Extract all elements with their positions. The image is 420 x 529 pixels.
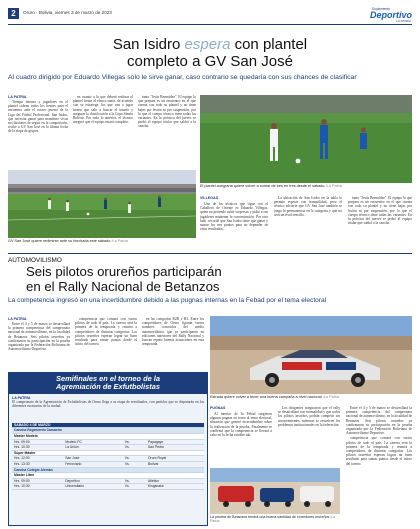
box-title-line1: Semifinales en el torneo de la xyxy=(56,374,160,383)
story2-headline-line1: Seis pilotos orureños participarán xyxy=(26,264,222,279)
story1-col2-text: en cuanto a lo que deberá realizar el plantel frente al elenco santo, de acuerdo con su estratega, los que van a jugar tienen que salir a buscar el triunfo y asegurar la clasificación a la Copa Simón Bolívar. Por todo lo anterior, el técnico aseguró que el equipo estará completo. xyxy=(73,95,133,125)
story2-col6 xyxy=(346,406,412,518)
story1-byline: LA PATRIA xyxy=(8,95,27,99)
story2-col6-text: Entre el 4 y 5 de marzo se desarrollará la primera competencia del campeonato nacional de automovilismo, en la localidad de Betanzos. Seis pilotos orureños ya confirmaron su participación en la prueba organizada por la Federación Boliviana de Automovilismo Deportivo. xyxy=(346,406,412,436)
villegas-label: VILLEGAS xyxy=(200,196,218,200)
row-home: San José xyxy=(63,456,123,462)
venue2: Cancha Colegio Alemán xyxy=(12,467,204,473)
logo-main: Deportivo xyxy=(369,10,412,20)
supplement-logo xyxy=(350,6,412,22)
photo1-credit: /La Patria xyxy=(111,239,128,243)
soccer-photo xyxy=(200,95,412,183)
rally-photo-caption-text: Estrada quiere volver a tener una buena campaña a nivel nacional xyxy=(210,395,322,399)
row-time: Hrs. 09:00 xyxy=(12,439,63,445)
row-time: Hrs. 09:00 xyxy=(12,478,63,484)
stadium-photo-image xyxy=(8,170,196,238)
rally-photo-caption xyxy=(210,395,412,399)
box-intro: El campeonato de la Agremiación de Exfutbolistas de Oruro llega a su etapa de semifinales, con partidos que se disputarán en los diferentes escenarios de la ciudad. xyxy=(12,399,204,409)
story1-col4 xyxy=(200,202,268,250)
row-vs: Vs. xyxy=(123,461,146,467)
row-away: Papagayo xyxy=(146,439,204,445)
group-1-name: Súper Máster xyxy=(12,450,204,456)
story1-col6 xyxy=(348,196,412,250)
row-home: Deportivo xyxy=(63,478,123,484)
table-row xyxy=(12,484,204,490)
section-divider xyxy=(8,253,412,254)
row-vs: Vs. xyxy=(123,439,146,445)
rally-photo-2 xyxy=(210,468,340,514)
photo2-caption xyxy=(200,184,412,188)
rally-photo-2-caption-text: La prueba de Betanzos tendrá una buena cantidad de corredores orureños xyxy=(210,515,330,519)
page-header xyxy=(8,8,412,24)
rally-photo xyxy=(210,316,412,394)
photo2-caption-text: El plantel aurigrana quiere volver a sumar de tres en tres desde el sábado xyxy=(200,184,325,188)
row-away: Bolívar xyxy=(146,461,204,467)
story2-col4 xyxy=(210,412,272,466)
story1-col3-text: tanto "Jesús Bermúdez". El equipo lo que prepara es un encuentro en el que cuenta con todo su plantel y no tiene bajas por lesión ni por suspensión, por lo que el cuerpo técnico tiene todas las variantes. En la práctica del jueves se probó el equipo titular que saldrá a la cancha. xyxy=(138,95,196,129)
row-vs: Vs. xyxy=(123,445,146,451)
rally-photo-credit: /La Patria xyxy=(322,395,339,399)
box-title xyxy=(9,373,207,394)
row-away: Atlético xyxy=(146,478,204,484)
row-time: Hrs. 12:00 xyxy=(12,456,63,462)
row-away: Kingsnake xyxy=(146,484,204,490)
rally-photo-2-caption xyxy=(210,515,344,523)
group-2-name: Máster Libre xyxy=(12,473,204,479)
story2-kicker: AUTOMOVILISMO xyxy=(8,257,62,264)
photo2-credit: /La Patria xyxy=(325,184,342,188)
story2-col3-text: en las categorías R2B y R3. Entre los competidores de Oruro figuran varios nombres conocidos del medio automovilístico que ya participaron en ediciones anteriores del Rally Nacional y buscan repetir buenas actuaciones en esta temporada. xyxy=(142,317,204,347)
story2-headline xyxy=(26,264,412,294)
row-vs: Vs. xyxy=(123,456,146,462)
row-time: Hrs. 10:30 xyxy=(12,445,63,451)
story1-col5-text: La ubicación de San Isidro en la tabla le permite esperar con tranquilidad, pero el técnico advierte que GV San José también se juega la permanencia en la categoría y que no será un rival sencillo. xyxy=(274,196,342,217)
story2-col1-text: Entre el 4 y 5 de marzo se desarrollará la primera competencia del campeonato nacional de automovilismo, en la localidad de Betanzos. Seis pilotos orureños ya confirmaron su participación en la prueba organizada por la Federación Boliviana de Automovilismo Deportivo. xyxy=(8,322,70,352)
semifinals-box xyxy=(8,372,208,526)
story1-col5 xyxy=(274,196,342,250)
story2-col1 xyxy=(8,322,70,368)
story2-deck: La competencia ingresó en una incertidumbre debido a las pugnas internas en la Febad por el tema electoral xyxy=(8,297,327,304)
row-vs: Vs. xyxy=(123,484,146,490)
story2-col4-text: Al interior de la Febad surgieron algunas pugnas en torno al tema electoral, situación que generó incertidumbre sobre la realización de la prueba. Finalmente se confirmó que la competencia se llevará a cabo en la fecha establecida. xyxy=(210,412,272,438)
story1-col3 xyxy=(138,95,196,168)
headline-highlight: espera xyxy=(184,36,231,53)
dateline: Oruro - Bolivia, viernes 3 de marzo de 2023 xyxy=(23,10,112,15)
story1-col4-text: Uno de los técnicos que sigue con el Caballero de Oriente es Eduardo Villegas, quien no pretende sufrir sorpresas y pidió a sus jugadores mantener la concentración. Por otro lado, recordó que San Isidro tiene que ganar y sumar los tres puntos para no depender de otros resultados. xyxy=(200,202,268,232)
venue1: Cancha Regimiento Camacho xyxy=(12,428,204,434)
story1-col1 xyxy=(8,100,68,168)
row-time: Hrs. 13:30 xyxy=(12,461,63,467)
schedule-table xyxy=(9,422,207,491)
story1-headline xyxy=(8,36,412,70)
story1-col6-text: tanto "Jesús Bermúdez". El equipo lo que prepara es un encuentro en el que cuenta con todo su plantel y no tiene bajas por lesión ni por suspensión, por lo que el cuerpo técnico tiene todas las variantes. En la práctica del jueves se probó el equipo titular que saldrá a la cancha. xyxy=(348,196,412,226)
story2-byline: LA PATRIA xyxy=(8,317,27,321)
photo1-caption-text: GV San José quiere redimirse ante su hinchada este sábado xyxy=(8,239,111,243)
schedule-grid xyxy=(12,423,204,490)
row-home: Universitario xyxy=(63,484,123,490)
story2-col2-text: competencia que contará con varios pilotos de todo el país. La carrera será la primera de la temporada y reunirá a competidores de distintas categorías. Los pilotos orureños esperan lograr un buen resultado para sumar puntos desde el inicio del torneo. xyxy=(75,317,137,347)
row-away: San Pedro xyxy=(146,445,204,451)
row-home: La Unión xyxy=(63,445,123,451)
story2-col2 xyxy=(75,317,137,368)
rally-photo-image xyxy=(210,316,412,394)
story2-col6-text-b: competencia que contará con varios pilotos de todo el país. La carrera será la primera de la temporada y reunirá a competidores de distintas categorías. Los pilotos orureños esperan lograr un buen resultado para sumar puntos desde el inicio del torneo. xyxy=(346,436,412,466)
story2-col3 xyxy=(142,317,204,368)
story1-col1-text: Tiempo intenso y jugadores en el plantel cubren todos los frentes para el encuentro ante el octavo puesto de la Liga del Fútbol Profesional. San Isidro, que necesita ganar para mantener vivas sus ilusiones de seguir en la competición, recibe a GV San José en la última fecha de la etapa de grupos. xyxy=(8,100,68,134)
pugnas-label: PUGNAS xyxy=(210,406,226,410)
story1-col2 xyxy=(73,95,133,168)
story1-deck: Al cuadro dirigido por Eduardo Villegas solo le sirve ganar, caso contrario se quedaría con sus chances de clasificar xyxy=(8,74,357,81)
headline-part-a: San Isidro xyxy=(112,36,185,53)
box-title-line2: Agremiación de Exfutbolistas xyxy=(56,382,160,392)
row-home: Ferroviario xyxy=(63,461,123,467)
row-home: Modelo FC xyxy=(63,439,123,445)
stadium-photo xyxy=(8,170,196,238)
photo1-caption xyxy=(8,239,196,243)
box-byline: LA PATRIA xyxy=(12,395,31,400)
headline-line2: completo a GV San José xyxy=(127,53,293,70)
rally-photo-2-credit: /La Patria xyxy=(210,515,336,524)
logo-top: Suplemento xyxy=(371,7,390,11)
row-time: Hrs. 10:30 xyxy=(12,484,63,490)
row-away: Oruro Royal xyxy=(146,456,204,462)
row-vs: Vs. xyxy=(123,478,146,484)
story2-col5 xyxy=(278,406,340,466)
soccer-photo-image xyxy=(200,95,412,183)
story2-headline-line2: en el Rally Nacional de Betanzos xyxy=(26,279,220,294)
rally-photo-2-image xyxy=(210,468,340,514)
story2-col5-text: Los dirigentes aseguraron que el rally se desarrollará con normalidad y que todos los pilotos inscritos podrán competir sin inconvenientes, mientras se resuelven los problemas institucionales en la federación. xyxy=(278,406,340,427)
page-number: 2 xyxy=(8,8,19,19)
logo-sub: LA PATRIA xyxy=(396,19,411,23)
headline-part-c: con plantel xyxy=(230,36,308,53)
header-rule xyxy=(8,24,412,25)
table-title: SÁBADO 4 DE MARZO xyxy=(12,423,204,428)
group-0-name: Master Modelo xyxy=(12,434,204,440)
